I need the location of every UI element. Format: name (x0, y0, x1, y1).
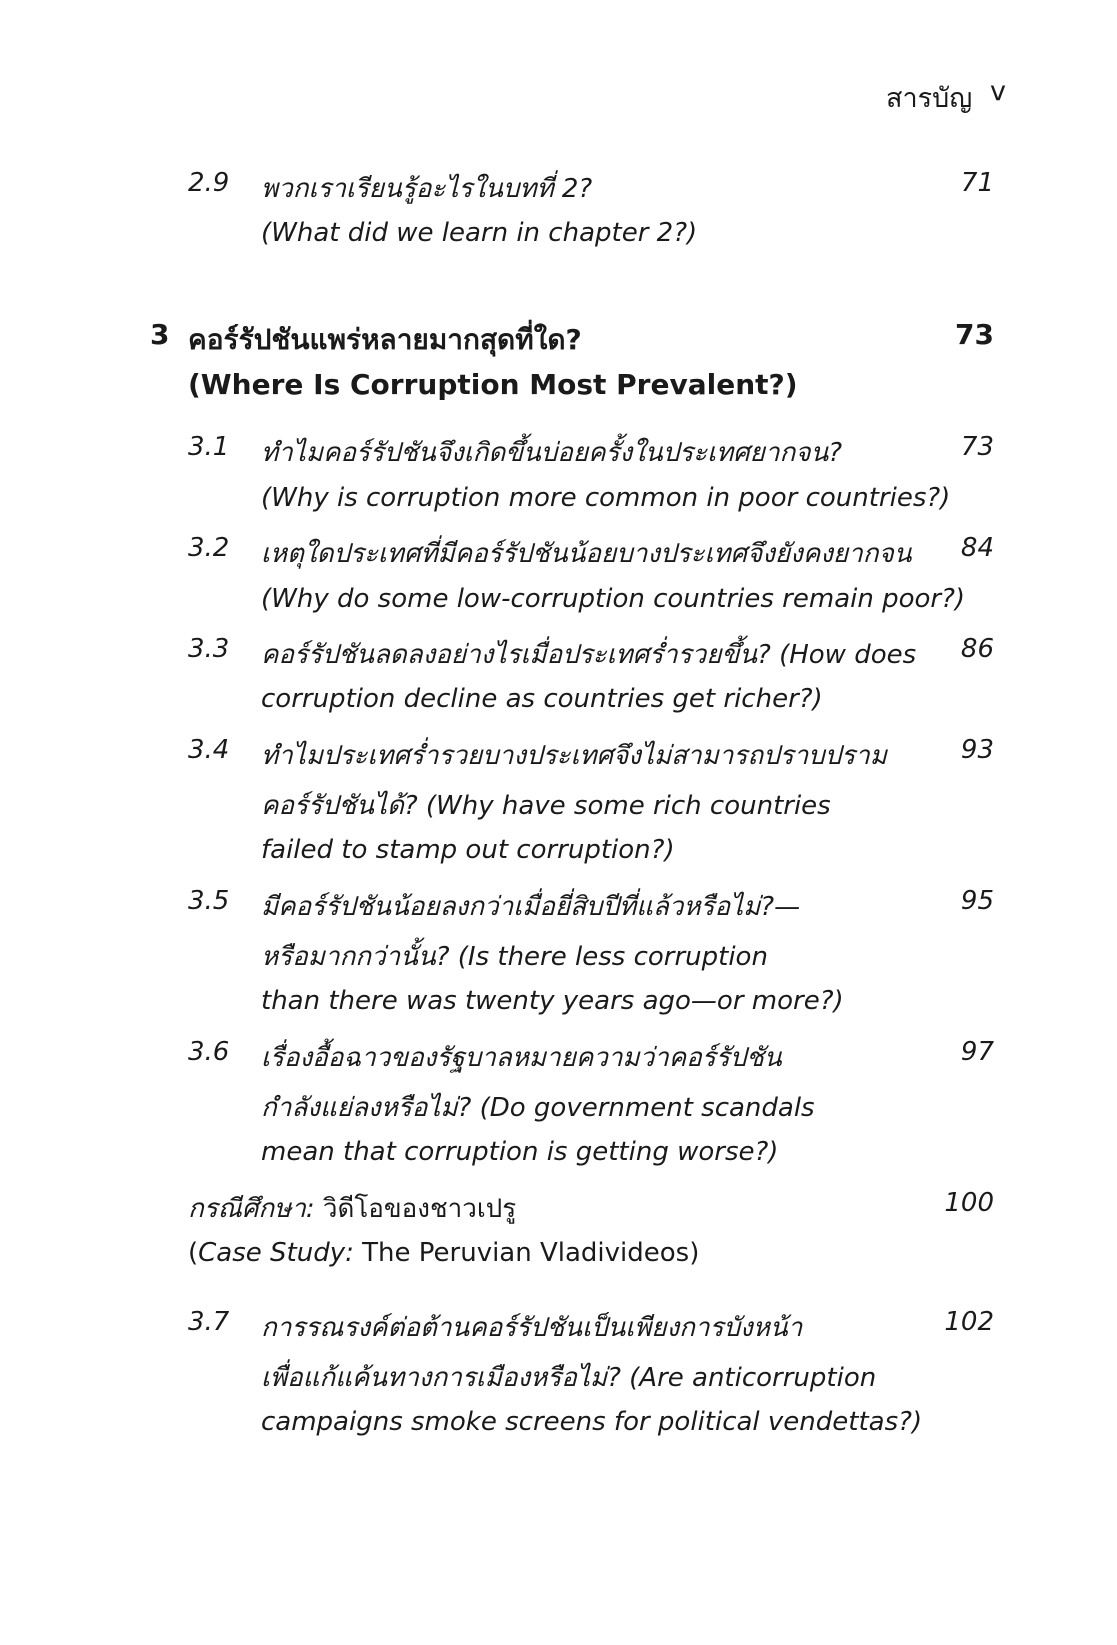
header-page-number: v (990, 76, 1006, 107)
section-title-line: mean that corruption is getting worse?) (261, 1137, 779, 1167)
page-number: 73 (960, 432, 994, 462)
header-title: สารบัญ (886, 83, 973, 114)
section-title-line: campaigns smoke screens for political vendettas?) (261, 1407, 923, 1437)
page-number: 95 (960, 886, 994, 916)
page-number: 84 (960, 533, 994, 563)
section-title-line: (What did we learn in chapter 2?) (261, 218, 698, 248)
section-title-line: เพื่อแก้แค้นทางการเมืองหรือไม่? (Are anticorruption (261, 1363, 877, 1393)
section-title-line: corruption decline as countries get richer?) (261, 684, 823, 714)
section-title-line: เหตุใดประเทศที่มีคอร์รัปชันน้อยบางประเทศจึงยังคงยากจน (261, 539, 912, 569)
case-study-label-thai: กรณีศึกษา: (188, 1194, 315, 1224)
section-number: 3.4 (188, 735, 230, 765)
case-study-title-thai (188, 1188, 516, 1229)
section-title-line: เรื่องอื้อฉาวของรัฐบาลหมายความว่าคอร์รัปชัน (261, 1043, 782, 1073)
section-number: 2.9 (188, 168, 230, 198)
section-title-line: failed to stamp out corruption?) (261, 835, 675, 865)
section-title-line: การรณรงค์ต่อต้านคอร์รัปชันเป็นเพียงการบังหน้า (261, 1313, 803, 1343)
chapter-number: 3 (150, 318, 170, 351)
section-title-line: คอร์รัปชันลดลงอย่างไรเมื่อประเทศร่ำรวยขึ้น? (How does (261, 640, 917, 670)
page-header (0, 76, 1117, 116)
chapter-page-number: 73 (955, 318, 994, 351)
page-number: 93 (960, 735, 994, 765)
case-study-title-english (188, 1238, 699, 1268)
case-study-name-thai: วิดีโอของชาวเปรู (314, 1194, 517, 1224)
page-number: 102 (944, 1307, 994, 1337)
section-title-line: มีคอร์รัปชันน้อยลงกว่าเมื่อยี่สิบปีที่แล้วหรือไม่?— (261, 892, 801, 922)
section-title-line: กำลังแย่ลงหรือไม่? (Do government scandals (261, 1093, 815, 1123)
section-number: 3.7 (188, 1307, 230, 1337)
section-title-line: คอร์รัปชันได้? (Why have some rich countries (261, 791, 831, 821)
section-title-line: than there was twenty years ago—or more?) (261, 986, 844, 1016)
section-number: 3.6 (188, 1037, 230, 1067)
section-number: 3.3 (188, 634, 230, 664)
page-number: 97 (960, 1037, 994, 1067)
chapter-title-english: (Where Is Corruption Most Prevalent?) (188, 368, 798, 401)
section-title-line: (Why is corruption more common in poor countries?) (261, 483, 951, 513)
case-study-open-paren: ( (188, 1238, 199, 1268)
chapter-title-thai: คอร์รัปชันแพร่หลายมากสุดที่ใด? (188, 323, 582, 356)
section-title-line: ทำไมประเทศร่ำรวยบางประเทศจึงไม่สามารถปราบปราม (261, 741, 887, 771)
case-study-name-english: The Peruvian Vladivideos) (353, 1238, 700, 1268)
section-title-line: พวกเราเรียนรู้อะไรในบทที่ 2? (261, 174, 593, 204)
section-title-line: หรือมากกว่านั้น? (Is there less corruption (261, 942, 768, 972)
page-number: 86 (960, 634, 994, 664)
section-title-line: (Why do some low-corruption countries remain poor?) (261, 584, 966, 614)
section-title-line: ทำไมคอร์รัปชันจึงเกิดขึ้นบ่อยครั้งในประเทศยากจน? (261, 438, 843, 468)
page-number: 71 (960, 168, 994, 198)
case-study-label-english: Case Study: (198, 1238, 354, 1268)
page-number: 100 (944, 1188, 994, 1218)
section-number: 3.5 (188, 886, 230, 916)
section-number: 3.2 (188, 533, 230, 563)
section-number: 3.1 (188, 432, 230, 462)
